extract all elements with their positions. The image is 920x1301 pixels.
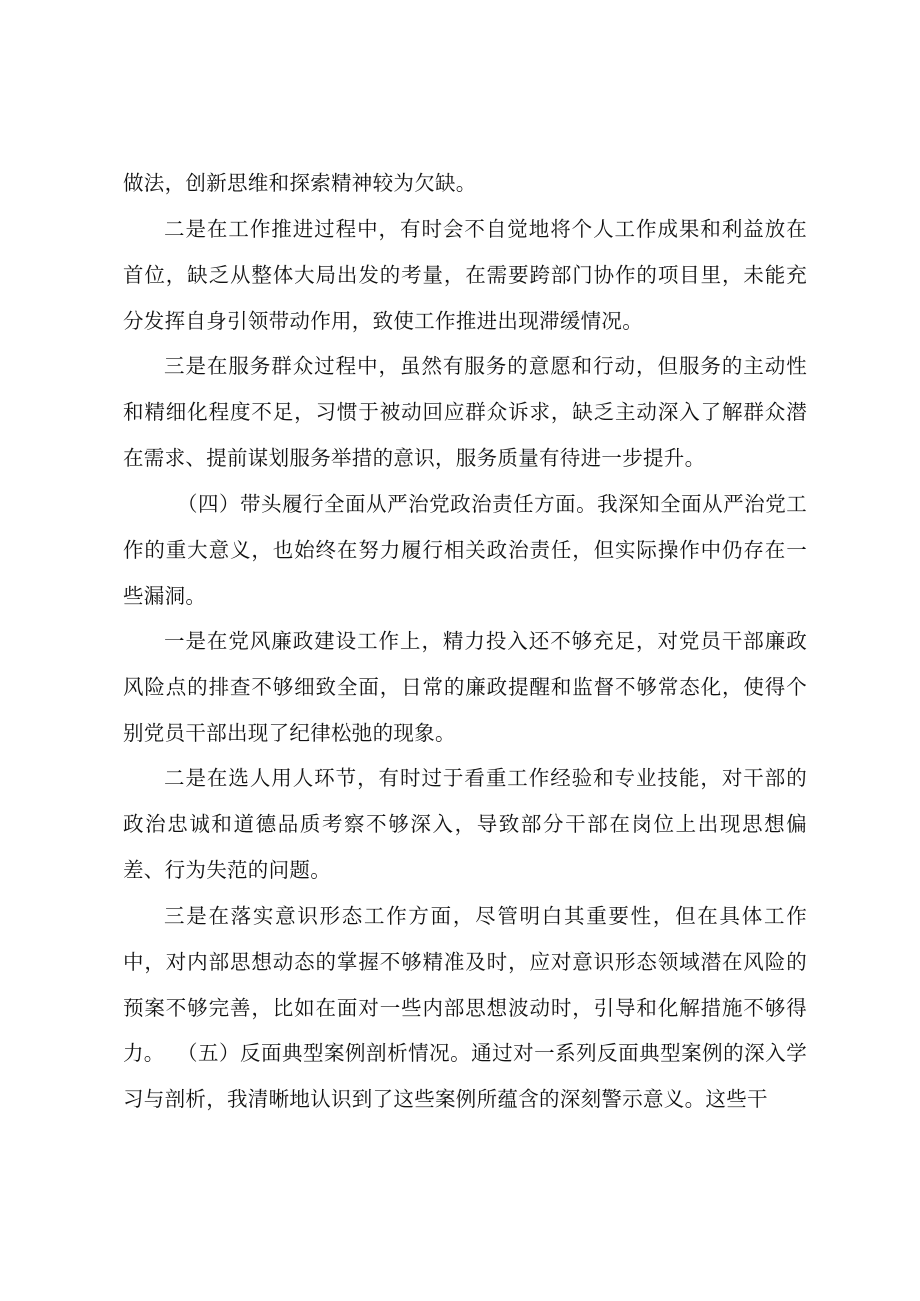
paragraph-5: 一是在党风廉政建设工作上，精力投入还不够充足，对党员干部廉政风险点的排查不够细致全面，日常的廉政提醒和监督不够常态化，使得个别党员干部出现了纪律松弛的现象。 [123,629,807,745]
paragraph-2: 二是在工作推进过程中，有时会不自觉地将个人工作成果和利益放在首位，缺乏从整体大局出发的考量，在需要跨部门协作的项目里，未能充分发挥自身引领带动作用，致使工作推进出现滞缓情况。 [123,217,807,333]
paragraph-6: 二是在选人用人环节，有时过于看重工作经验和专业技能，对干部的政治忠诚和道德品质考察不够深入，导致部分干部在岗位上出现思想偏差、行为失范的问题。 [123,766,807,882]
paragraph-7: 三是在落实意识形态工作方面，尽管明白其重要性，但在具体工作中，对内部思想动态的掌握不够精准及时，应对意识形态领域潜在风险的预案不够完善，比如在面对一些内部思想波动时，引导和化解措施不够得力。 [123,904,807,1066]
paragraph-section-5: （五）反面典型案例剖析情况。通过对一系列反面典型案例的深入学习与剖析，我清晰地认识到了这些案例所蕴含的深刻警示意义。这些干 [123,1041,807,1111]
paragraph-1: 做法，创新思维和探索精神较为欠缺。 [123,171,477,195]
paragraph-3: 三是在服务群众过程中，虽然有服务的意愿和行动，但服务的主动性和精细化程度不足，习惯于被动回应群众诉求，缺乏主动深入了解群众潜在需求、提前谋划服务举措的意识，服务质量有待进一步提升。 [123,354,807,470]
paragraph-section-4: （四）带头履行全面从严治党政治责任方面。我深知全面从严治党工作的重大意义，也始终在努力履行相关政治责任，但实际操作中仍存在一些漏洞。 [123,492,807,608]
